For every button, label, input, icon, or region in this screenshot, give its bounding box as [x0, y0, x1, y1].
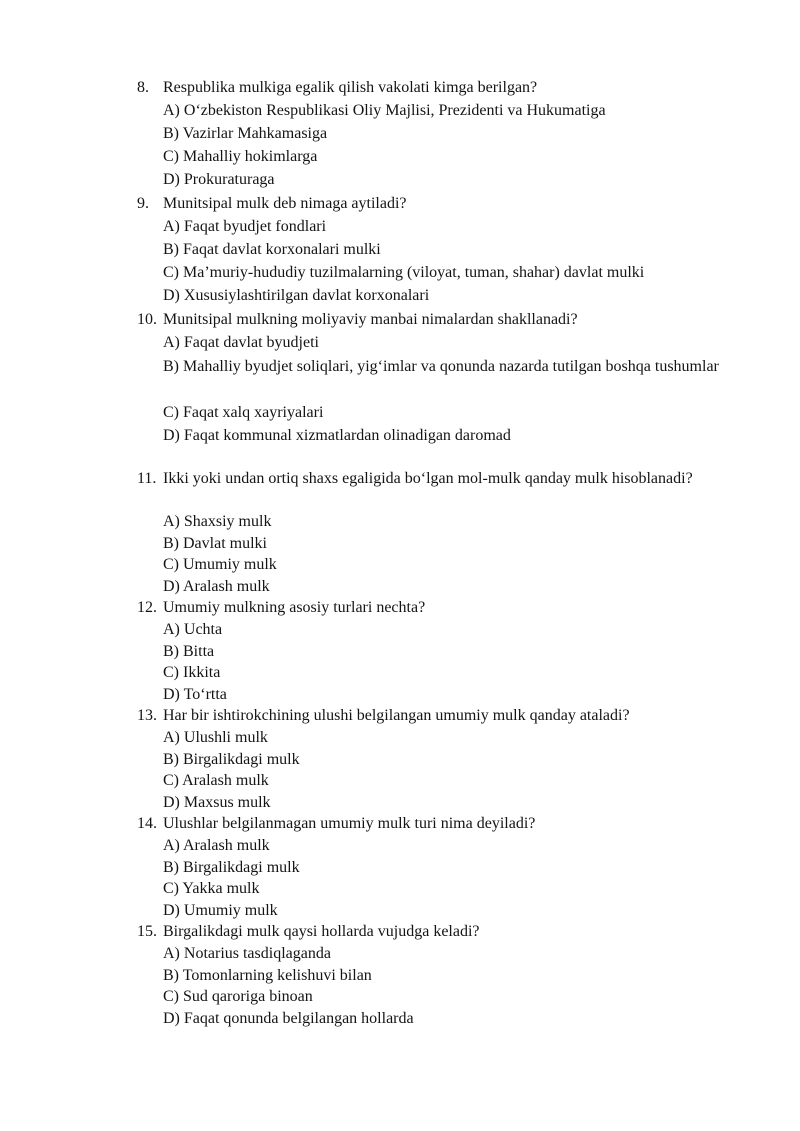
question-text: Respublika mulkiga egalik qilish vakolati kimga berilgan?	[163, 79, 538, 96]
answer-option-a: A) Uchta	[163, 621, 223, 638]
question-number: 15.	[137, 923, 157, 940]
answer-option-a: A) Ulushli mulk	[163, 729, 268, 746]
answer-option-b: B) Birgalikdagi mulk	[163, 751, 300, 768]
question-text: Munitsipal mulkning moliyaviy manbai nimalardan shakllanadi?	[163, 311, 578, 328]
answer-option-d: D) Prokuraturaga	[163, 171, 275, 188]
answer-option-c: C) Umumiy mulk	[163, 556, 277, 573]
question-number: 9.	[137, 195, 149, 212]
answer-option-a: A) Aralash mulk	[163, 837, 270, 854]
answer-option-b: B) Davlat mulki	[163, 535, 267, 552]
question-text: Umumiy mulkning asosiy turlari nechta?	[163, 599, 426, 616]
answer-option-c: C) Yakka mulk	[163, 880, 260, 897]
question-text: Har bir ishtirokchining ulushi belgilangan umumiy mulk qanday ataladi?	[163, 707, 630, 724]
answer-option-d: D) Xususiylashtirilgan davlat korxonalari	[163, 287, 430, 304]
answer-option-a: A) Shaxsiy mulk	[163, 513, 272, 530]
question-text: Ikki yoki undan ortiq shaxs egaligida bo‘lgan mol-mulk qanday mulk hisoblanadi?	[163, 470, 693, 487]
answer-option-a: A) Notarius tasdiqlaganda	[163, 945, 331, 962]
answer-option-d: D) Aralash mulk	[163, 578, 270, 595]
question-number: 10.	[137, 311, 157, 328]
question-number: 13.	[137, 707, 157, 724]
answer-option-d: D) Faqat qonunda belgilangan hollarda	[163, 1010, 414, 1027]
answer-option-c: C) Sud qaroriga binoan	[163, 988, 313, 1005]
answer-option-c: C) Ma’muriy-hududiy tuzilmalarning (viloyat, tuman, shahar) davlat mulki	[163, 264, 645, 281]
answer-option-c: C) Faqat xalq xayriyalari	[163, 404, 324, 421]
answer-option-d: D) Faqat kommunal xizmatlardan olinadigan daromad	[163, 427, 511, 444]
question-text: Ulushlar belgilanmagan umumiy mulk turi nima deyiladi?	[163, 815, 536, 832]
answer-option-d: D) Maxsus mulk	[163, 794, 271, 811]
answer-option-a: A) O‘zbekiston Respublikasi Oliy Majlisi, Prezidenti va Hukumatiga	[163, 102, 606, 119]
question-number: 14.	[137, 815, 157, 832]
answer-option-d: D) To‘rtta	[163, 686, 227, 703]
answer-option-c: C) Aralash mulk	[163, 772, 269, 789]
question-number: 12.	[137, 599, 157, 616]
answer-option-b: B) Bitta	[163, 643, 215, 660]
answer-option-b: B) Faqat davlat korxonalari mulki	[163, 241, 381, 258]
question-text: Munitsipal mulk deb nimaga aytiladi?	[163, 195, 407, 212]
answer-option-a: A) Faqat byudjet fondlari	[163, 218, 327, 235]
answer-option-c: C) Ikkita	[163, 664, 221, 681]
answer-option-c: C) Mahalliy hokimlarga	[163, 148, 318, 165]
question-number: 8.	[137, 79, 149, 96]
answer-option-a: A) Faqat davlat byudjeti	[163, 334, 319, 351]
answer-option-b: B) Birgalikdagi mulk	[163, 859, 300, 876]
answer-option-d: D) Umumiy mulk	[163, 902, 278, 919]
answer-option-b: B) Tomonlarning kelishuvi bilan	[163, 967, 372, 984]
answer-option-b: B) Vazirlar Mahkamasiga	[163, 125, 328, 142]
answer-option-b: B) Mahalliy byudjet soliqlari, yig‘imlar va qonunda nazarda tutilgan boshqa tushumlar	[163, 358, 719, 375]
question-number: 11.	[137, 470, 157, 487]
question-text: Birgalikdagi mulk qaysi hollarda vujudga keladi?	[163, 923, 480, 940]
